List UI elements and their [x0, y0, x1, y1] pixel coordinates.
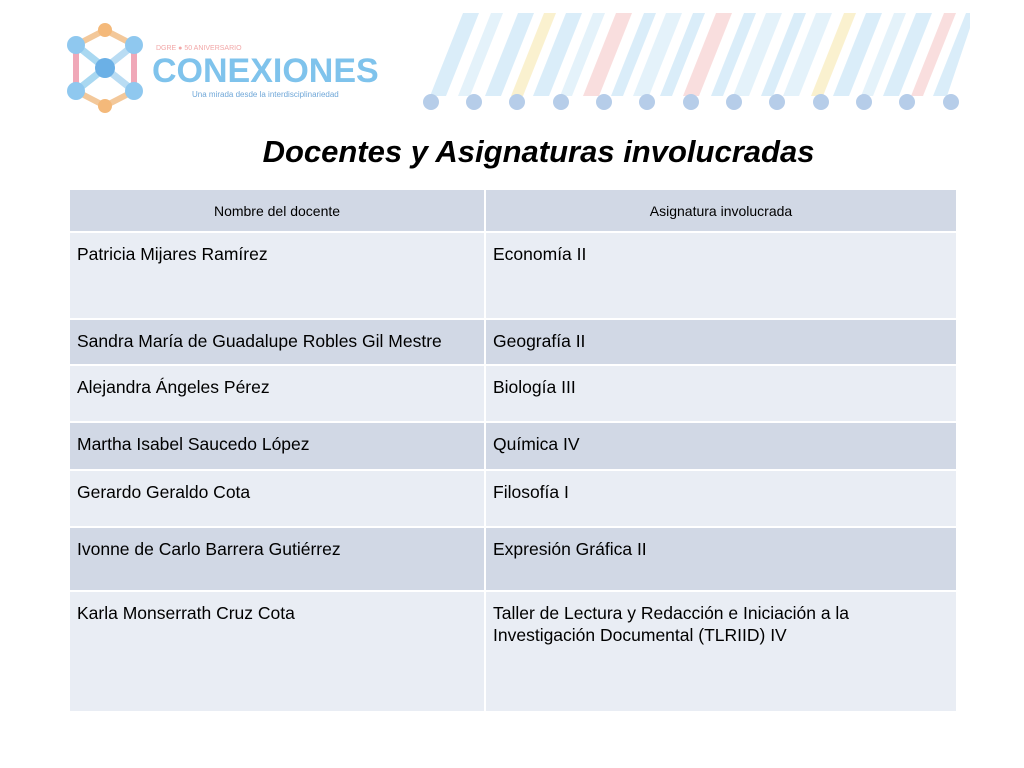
column-header-asignatura: Asignatura involucrada [485, 189, 957, 232]
table-row [69, 591, 957, 712]
cell-docente: Ivonne de Carlo Barrera Gutiérrez [69, 527, 485, 591]
cell-docente: Sandra María de Guadalupe Robles Gil Mestre [69, 319, 485, 365]
cell-asignatura: Economía II [485, 232, 957, 319]
column-header-docente: Nombre del docente [69, 189, 485, 232]
cell-asignatura: Filosofía I [485, 470, 957, 527]
table-row [69, 319, 957, 365]
cell-docente: Karla Monserrath Cruz Cota [69, 591, 485, 712]
logo-subtitle: Una mirada desde la interdisciplinariedad [192, 90, 339, 99]
cell-asignatura-line-2: Investigación Documental (TLRIID) IV [493, 625, 787, 645]
conexiones-logo [58, 20, 398, 115]
cell-docente: Gerardo Geraldo Cota [69, 470, 485, 527]
table-row [69, 365, 957, 422]
table-row [69, 232, 957, 319]
decorative-stripes-banner [415, 8, 970, 116]
table-row [69, 422, 957, 470]
cell-asignatura: Química IV [485, 422, 957, 470]
logo-name: CONEXIONES [152, 52, 379, 90]
network-molecule-icon [67, 23, 143, 113]
cell-docente: Alejandra Ángeles Pérez [69, 365, 485, 422]
slide-title: Docentes y Asignaturas involucradas [262, 134, 815, 169]
table-row [69, 470, 957, 527]
cell-asignatura: Biología III [485, 365, 957, 422]
logo-tagline: DGRE ● 50 ANIVERSARIO [156, 45, 242, 52]
cell-docente: Martha Isabel Saucedo López [69, 422, 485, 470]
cell-asignatura-line-1: Taller de Lectura y Redacción e Iniciación a la [493, 603, 850, 623]
cell-asignatura: Expresión Gráfica II [485, 527, 957, 591]
teachers-subjects-table [68, 188, 958, 713]
table-header-row [69, 189, 957, 232]
slide-header [0, 0, 1024, 125]
table-row [69, 527, 957, 591]
cell-asignatura: Geografía II [485, 319, 957, 365]
cell-asignatura [485, 591, 957, 712]
cell-docente: Patricia Mijares Ramírez [69, 232, 485, 319]
